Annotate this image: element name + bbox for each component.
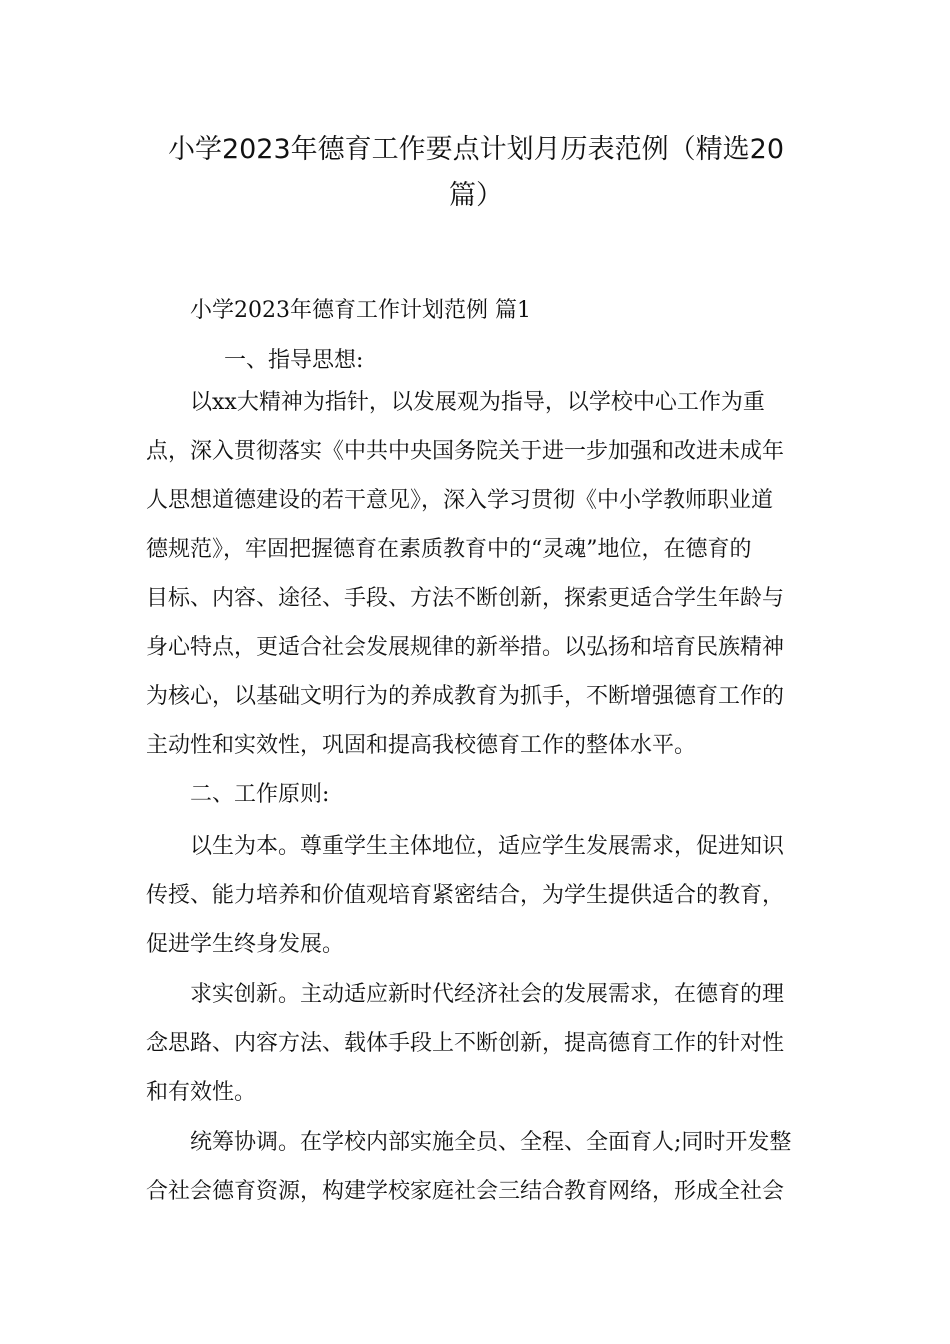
paragraph-line: 身心特点，更适合社会发展规律的新举措。以弘扬和培育民族精神 <box>146 635 785 660</box>
section-heading <box>146 286 806 335</box>
paragraph-line: 人思想道德建设的若干意见》，深入学习贯彻《中小学教师职业道 <box>146 488 774 513</box>
principle-student-centered-paragraph <box>146 822 806 969</box>
paragraph-line: 和有效性。 <box>146 1080 257 1105</box>
paragraph-line: 以生为本。尊重学生主体地位，适应学生发展需求，促进知识 <box>190 834 785 859</box>
paragraph-line: 以xx大精神为指针，以发展观为指导，以学校中心工作为重 <box>190 390 765 415</box>
document-title-line-1: 小学2023年德育工作要点计划月历表范例（精选20 <box>167 134 785 165</box>
paragraph-line: 点，深入贯彻落实《中共中央国务院关于进一步加强和改进未成年 <box>146 439 785 464</box>
heading-work-principles-text: 二、工作原则: <box>190 782 330 807</box>
section-heading-text: 小学2023年德育工作计划范例 篇1 <box>190 298 531 323</box>
paragraph-line: 促进学生终身发展。 <box>146 932 345 957</box>
paragraph-line: 目标、内容、途径、手段、方法不断创新，探索更适合学生年龄与 <box>146 586 785 611</box>
principle-innovation-paragraph <box>146 970 806 1117</box>
paragraph-line: 传授、能力培养和价值观培育紧密结合，为学生提供适合的教育， <box>146 883 785 908</box>
paragraph-line: 合社会德育资源，构建学校家庭社会三结合教育网络，形成全社会 <box>146 1179 785 1204</box>
heading-guiding-thought-text: 一、指导思想: <box>224 348 364 373</box>
paragraph-line: 统筹协调。在学校内部实施全员、全程、全面育人;同时开发整 <box>190 1130 792 1155</box>
heading-work-principles <box>146 770 806 819</box>
principle-coordination-paragraph <box>146 1118 806 1216</box>
paragraph-line: 为核心，以基础文明行为的养成教育为抓手，不断增强德育工作的 <box>146 684 785 709</box>
document-title-line-2: 篇） <box>449 180 503 211</box>
guiding-thought-paragraph <box>146 378 806 770</box>
paragraph-line: 求实创新。主动适应新时代经济社会的发展需求，在德育的理 <box>190 982 785 1007</box>
paragraph-line: 德规范》，牢固把握德育在素质教育中的“灵魂”地位，在德育的 <box>146 537 752 562</box>
paragraph-line: 主动性和实效性，巩固和提高我校德育工作的整体水平。 <box>146 733 697 758</box>
paragraph-line: 念思路、内容方法、载体手段上不断创新，提高德育工作的针对性 <box>146 1031 785 1056</box>
